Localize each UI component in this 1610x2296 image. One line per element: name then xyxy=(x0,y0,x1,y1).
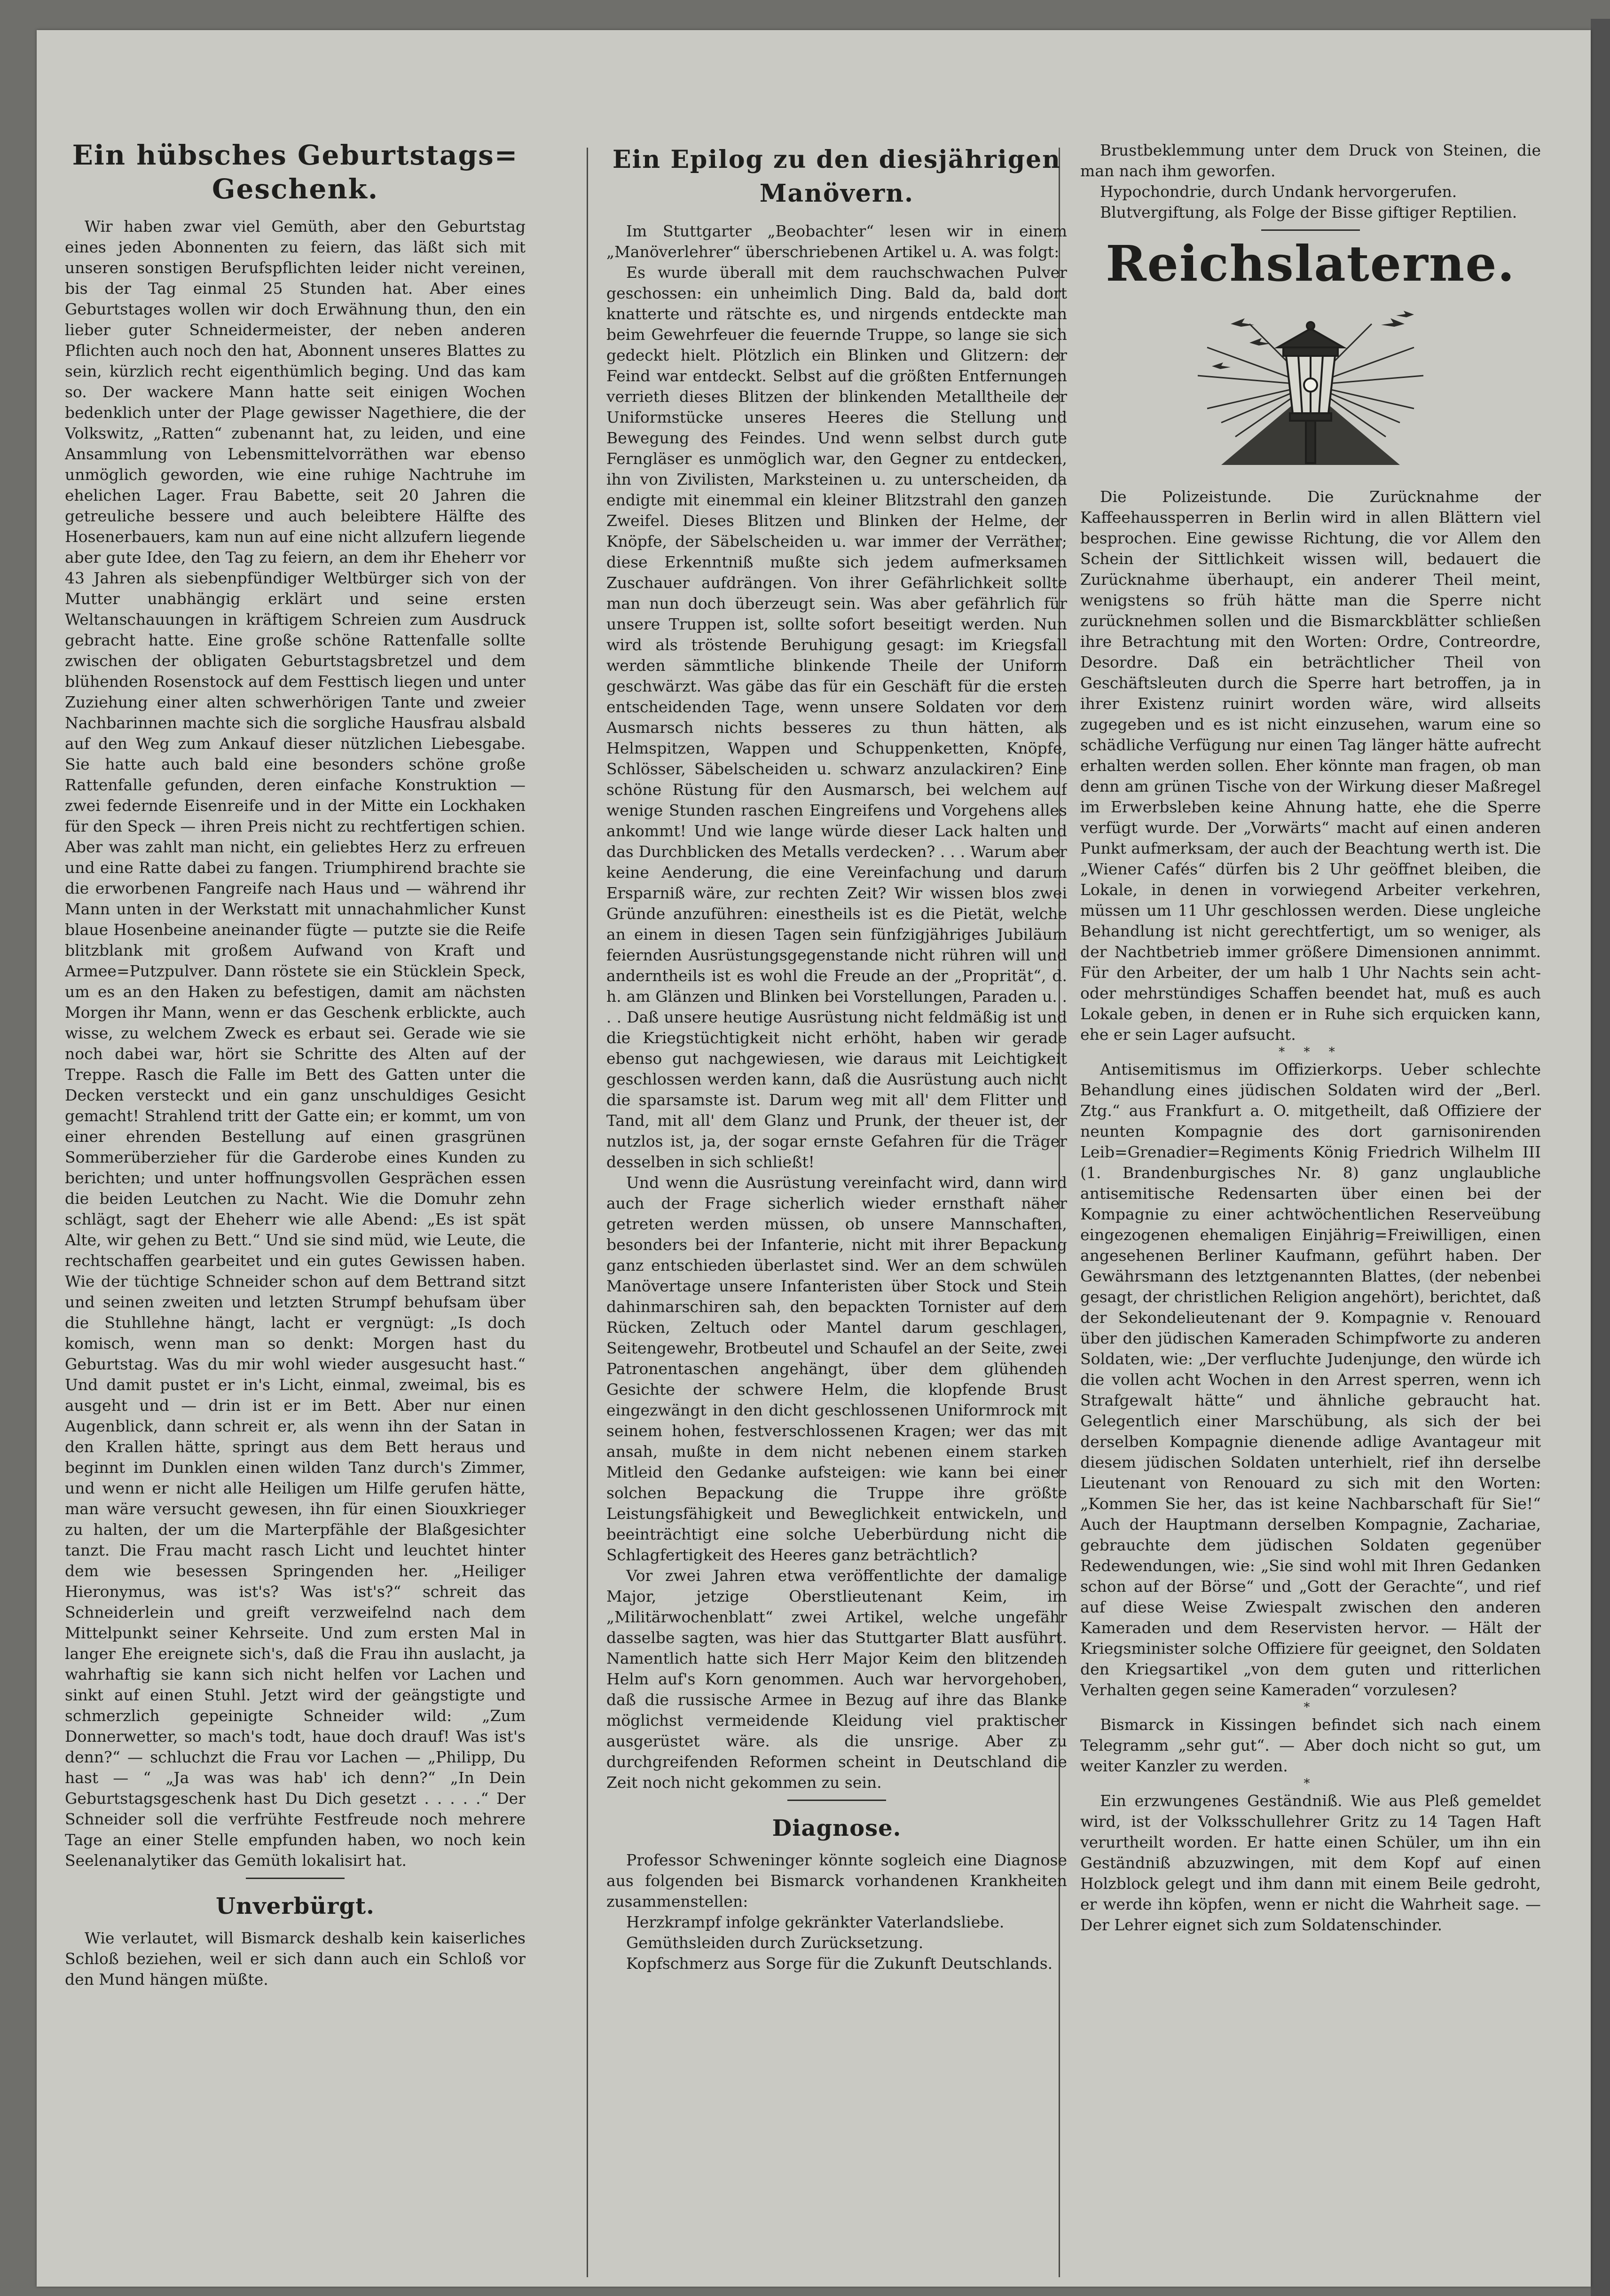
star-separator: * xyxy=(1304,1700,1318,1714)
article-intro: Im Stuttgarter „Beobachter“ lesen wir in einem „Manöverlehrer“ überschriebenen Artikel u. A. was folgt: xyxy=(606,222,1067,261)
article-title-line-1: Ein Epilog zu den diesjährigen xyxy=(613,145,1061,174)
section-divider xyxy=(787,1800,886,1801)
column-1 xyxy=(65,138,526,2263)
article-body: Wir haben zwar viel Gemüth, aber den Geburtstag eines jeden Abonnenten zu feiern, das läßt sich mit unseren sonstigen Berufspflichten leider nicht vereinen, bis der Tag einmal 25 Stunden hat. Aber eines Geburtstages wollen wir doch Erwähnung thun, den ein lieber guter Schneidermeister, der neben anderen Pflichten auch noch den hat, Abonnent unseres Blattes zu sein, kürzlich recht eigenthümlich beging. Und das kam so. Der wackere Mann hatte seit einigen Wochen bedenklich unter der Plage gewisser Nagethiere, die der Volkswitz, „Ratten“ zubenannt hat, zu leiden, und eine Ansammlung von Lebensmittelvorräthen war ebenso unmöglich geworden, wie eine ruhige Nachtruhe im ehelichen Lager. Frau Babette, seit 20 Jahren die getreuliche bessere und auch beleibtere Hälfte des Hosenerbauers, kam nun auf eine nicht allzufern liegende aber gute Idee, den Tag zu feiern, an dem ihr Eheherr vor 43 Jahren als siebenpfündiger Weltbürger sich von der Mutter unabhängig erklärt und seine ersten Weltanschauungen in kräftigem Schreien zum Ausdruck gebracht hatte. Eine große schöne Rattenfalle sollte zwischen der obligaten Geburtstagsbretzel und dem blühenden Rosenstock auf dem Festtisch liegen und unter Zuziehung einer alten schwerhörigen Tante und zweier Nachbarinnen machte sich die sorgliche Hausfrau alsbald auf den Weg zum Ankauf dieser nützlichen Liebesgabe. Sie hatte auch bald eine besonders schöne große Rattenfalle gefunden, deren einfache Konstruktion — zwei federnde Eisenreife und in der Mitte ein Lockhaken für den Speck — ihren Preis nicht zu rechtfertigen schien. Aber was zahlt man nicht, ein geliebtes Herz zu erfreuen und eine Ratte dabei zu fangen. Triumphirend brachte sie die erworbenen Fangreife nach Haus und — während ihr Mann unten in der Werkstatt mit unnachahmlicher Kunst blaue Hosenbeine aneinander fügte — putzte sie die Reife blitzblank mit großem Aufwand von Kraft und Armee=Putzpulver. Dann röstete sie ein Stücklein Speck, um es an den Haken zu befestigen, damit am nächsten Morgen ihr Mann, wenn er das Geschenk erblickte, auch wisse, zu welchem Zweck es erbaut sei. Gerade wie sie noch dabei war, hört sie Schritte des Alten auf der Treppe. Rasch die Falle im Bett des Gatten unter die Decken versteckt und ein ganz unschuldiges Gesicht gemacht! Strahlend tritt der Gatte ein; er kommt, um von einer ehrenden Bestellung auf einen grasgrünen Sommerüberzieher für die Garderobe eines Kunden zu berichten; und unter hoffnungsvollen Gesprächen essen die beiden Leutchen zu Nacht. Wie die Domuhr zehn schlägt, sagt der Eheherr wie alle Abend: „Es ist spät Alte, wir gehen zu Bett.“ Und sie sind müd, wie Leute, die rechtschaffen gearbeitet und ein gutes Gewissen haben. Wie der tüchtige Schneider schon auf dem Bettrand sitzt und seinen zweiten und letzten Strumpf behufsam über die Stuhllehne hängt, lacht er vergnügt: „Is doch komisch, wenn man so denkt: Morgen hast du Geburtstag. Was du mir wohl wieder ausgesucht hast.“ Und damit pustet er in's Licht, einmal, zweimal, bis es ausgeht und — drin ist er im Bett. Aber nur einen Augenblick, dann schreit er, als wenn ihn der Satan in den Krallen hätte, springt aus dem Bett heraus und beginnt im Dunklen einen wilden Tanz durch's Zimmer, und wenn er nicht alle Heiligen um Hilfe gerufen hätte, man wäre versucht gewesen, ihn für einen Siouxkrieger zu halten, der um die Marterpfähle der Blaßgesichter tanzt. Die Frau macht rasch Licht und leuchtet hinter dem wie besessen Springenden her. „Heiliger Hieronymus, was ist's? Was ist's?“ schreit das Schneiderlein und greift verzweifelnd nach dem Mittelpunkt seiner Kehrseite. Und zum ersten Mal in langer Ehe ereignete sich's, daß die Frau ihn auslacht, ja wahrhaftig sie kann sich nicht helfen vor Lachen und sinkt auf einen Stuhl. Jetzt wird der geängstigte und schmerzlich gepeinigte Schneider wild: „Zum Donnerwetter, so mach's todt, haue doch drauf! Was ist's denn?“ — schluchzt die Frau vor Lachen — „Philipp, Du hast — “ „Ja was was hab' ich denn?“ „In Dein Geburtstagsgeschenk hast Du Dich gesetzt . . . . .“ Der Schneider soll die verfrühte Festfreude noch mehrere Tage an einer Stelle empfunden haben, wo noch kein Seelenanalytiker das Gemüth lokalisirt hat. xyxy=(65,217,526,1870)
news-item-gestaendniss: Ein erzwungenes Geständniß. Wie aus Pleß gemeldet wird, ist der Volksschullehrer Gritz zu 14 Tagen Haft verurtheilt worden. Er hatte einen Schüler, um ihn ein Geständniß abzuzwingen, mit dem Kopf auf einen Holzblock gelegt und ihm dann mit einem Beile gedroht, er werde ihn köpfen, wenn er nicht die Wahrheit sage. — Der Lehrer eignet sich zum Soldatenschinder. xyxy=(1080,1792,1541,1934)
diagnosis-item: Herzkrampf infolge gekränkter Vaterlandsliebe. xyxy=(626,1913,1005,1931)
column-2 xyxy=(606,143,1067,2268)
diagnosis-item: Blutvergiftung, als Folge der Bisse giftiger Reptilien. xyxy=(1100,203,1517,221)
scan-background-edge xyxy=(1591,19,1610,2296)
section-divider xyxy=(246,1878,345,1879)
section-divider xyxy=(1261,229,1360,231)
diagnosis-item: Brustbeklemmung unter dem Druck von Steinen, die man nach ihm geworfen. xyxy=(1080,141,1541,180)
section-title: Unverbürgt. xyxy=(216,1893,375,1919)
section-body: Wie verlautet, will Bismarck deshalb kein kaiserliches Schloß beziehen, weil er sich dann auch ein Schloß vor den Mund hängen müßte. xyxy=(65,1929,526,1989)
column-3 xyxy=(1080,140,1541,2265)
section-title: Diagnose. xyxy=(772,1815,902,1841)
star-separator: * * * xyxy=(1279,1045,1343,1059)
article-title-line-1: Ein hübsches Geburtstags= xyxy=(72,139,518,171)
section-masthead-title: Reichslaterne. xyxy=(1106,235,1516,292)
article-title-line-2: Geschenk. xyxy=(212,173,379,205)
section-intro: Professor Schweninger könnte sogleich eine Diagnose aus folgenden bei Bismarck vorhandenen Krankheiten zusammenstellen: xyxy=(606,1851,1067,1911)
news-item-antisemitismus: Antisemitismus im Offizierkorps. Ueber schlechte Behandlung eines jüdischen Soldaten wird der „Berl. Ztg.“ aus Frankfurt a. O. mitgetheilt, daß Offiziere der neunten Kompagnie des dort garnisonirenden Leib=Grenadier=Regiments König Friedrich Wilhelm III (1. Brandenburgisches Nr. 8) ganz unglaubliche antisemitische Redensarten über einen bei der Kompagnie zu einer achtwöchentlichen Reserveübung eingezogenen ehemaligen Einjährig=Freiwilligen, einen angesehenen Berliner Kaufmann, geführt haben. Der Gewährsmann des letztgenannten Blattes, (der nebenbei gesagt, der christlichen Religion angehört), berichtet, daß der Sekondelieutenant der 9. Kompagnie v. Renouard über den jüdischen Kameraden Schimpfworte zu anderen Soldaten, wie: „Der verfluchte Judenjunge, den würde ich die vollen acht Wochen in den Arrest sperren, wenn ich Strafgewalt hätte“ und ähnliche gebraucht hat. Gelegentlich einer Marschübung, als sich der bei derselben Kompagnie dienende adlige Avantageur mit diesem jüdischen Soldaten unterhielt, rief ihn derselbe Lieutenant von Renouard zu sich mit den Worten: „Kommen Sie her, das ist keine Nachbarschaft für Sie!“ Auch der Hauptmann derselben Kompagnie, Zachariae, gebrauchte dem jüdischen Soldaten gegenüber Redewendungen, wie: „Sie sind wohl mit Ihren Gedanken schon auf der Börse“ und „Gott der Gerachte“, und rief auf diese Weise Zwiespalt zwischen den anderen Kameraden und dem Reservisten hervor. — Hält der Kriegsminister solche Offiziere für geeignet, den Soldaten den Kriegsartikel „von dem guten und ritterlichen Verhalten gegen seine Kameraden“ vorzulesen? xyxy=(1080,1060,1541,1699)
article-title xyxy=(606,143,1067,211)
article-paragraph: Es wurde überall mit dem rauchschwachen Pulver geschossen: ein unheimlich Ding. Bald da, bald dort knatterte und rätschte es, und nirgends entdeckte man beim Gewehrfeuer die feuernde Truppe, so lange sie sich gedeckt hielt. Plötzlich ein Blinken und Glitzern: der Feind war entdeckt. Selbst auf die größten Entfernungen verrieth dieses Blitzen der blinkenden Metalltheile der Uniformstücke unseres Heeres die Stellung und Bewegung des Feindes. Und wenn selbst durch gute Ferngläser es unmöglich war, den Gegner zu entdecken, ihn von Zivilisten, Marksteinen u. zu unterscheiden, da endigte mit einemmal ein kleiner Blitzstrahl den ganzen Zweifel. Dieses Blitzen und Blinken der Helme, der Knöpfe, der Säbelscheiden u. war immer der Verräther; diese Erkenntniß mußte sich jedem aufmerksamen Zuschauer aufdrängen. Von ihrer Gefährlichkeit sollte man nun doch überzeugt sein. Was aber gefährlich für unsere Truppen ist, sollte sofort beseitigt werden. Nun wird als tröstende Beruhigung gesagt: im Kriegsfall werden sämmtliche blinkende Theile der Uniform geschwärzt. Was gäbe das für ein Geschäft für die ersten entscheidenden Tage, wenn unsere Soldaten vor dem Ausmarsch nichts besseres zu thun hätten, als Helmspitzen, Wappen und Schuppenketten, Knöpfe, Schlösser, Säbelscheiden u. schwarz anzulackiren? Eine schöne Rüstung für den Ausmarsch, bei welchem auf wenige Stunden raschen Eingreifens und Vorgehens alles ankommt! Und wie lange würde dieser Lack halten und das Durchblicken des Metalls verdecken? . . . Warum aber keine Aenderung, die eine Vereinfachung und darum Ersparniß wäre, zur rechten Zeit? Wir wissen blos zwei Gründe anzuführen: einestheils ist es die Pietät, welche an einem in diesen Tagen sein fünfzigjähriges Jubiläum feiernden Ausrüstungsgegenstande nicht rühren will und anderntheils ist es wohl die Freude an der „Proprität“, d. h. am Glänzen und Blinken bei Vorstellungen, Paraden u. . . . Daß unsere heutige Ausrüstung nicht feldmäßig ist und die Kriegstüchtigkeit nicht erhöht, haben wir gerade ebenso gut nachgewiesen, wie daraus mit Leichtigkeit geschlossen werden kann, daß die Ausrüstung auch nicht die sparsamste ist. Darum weg mit all' dem Flitter und Tand, mit all' dem Glanz und Prunk, der theuer ist, der nutzlos ist, ja, der sogar ernste Gefahren für die Träger desselben in sich schließt! xyxy=(606,263,1067,1171)
article-paragraph: Und wenn die Ausrüstung vereinfacht wird, dann wird auch der Frage sicherlich wieder ernsthaft näher getreten werden müssen, ob unsere Mannschaften, besonders bei der Infanterie, nicht mit ihrer Bepackung ganz entschieden überlastet sind. Wer an dem schwülen Manövertage unsere Infanteristen über Stock und Stein dahinmarschiren sah, den bepackten Tornister auf dem Rücken, Zeltuch oder Mantel darum geschlagen, Seitengewehr, Brotbeutel und Schaufel an der Seite, zwei Patronentaschen angehängt, über dem glühenden Gesichte der schwere Helm, die klopfende Brust eingezwängt in den dicht geschlossenen Uniformrock mit seinem hohen, festverschlossenen Kragen; wer das mit ansah, mußte in dem nicht nebenen einem starken Mitleid den Gedanke aufsteigen: wie kann bei einer solchen Bepackung die Truppe ihre größte Leistungsfähigkeit und Beweglichkeit entwickeln, und beeinträchtigt eine solche Ueberbürdung nicht die Schlagfertigkeit des Heeres ganz beträchtlich? xyxy=(606,1173,1067,1564)
article-paragraph: Vor zwei Jahren etwa veröffentlichte der damalige Major, jetzige Oberstlieutenant Keim, im „Militärwochenblatt“ zwei Artikel, welche ungefähr dasselbe sagten, was hier das Stuttgarter Blatt ausführt. Namentlich hatte sich Herr Major Keim den blitzenden Helm auf's Korn genommen. Auch war hervorgehoben, daß die russische Armee in Bezug auf ihre das Blanke möglichst vermeidende Kleidung viel praktischer ausgerüstet wäre. als die unsrige. Aber zu durchgreifenden Reformen scheint in Deutschland die Zeit noch nicht gekommen zu sein. xyxy=(606,1566,1067,1792)
column-rule xyxy=(587,148,588,2277)
newspaper-page xyxy=(37,30,1591,2287)
article-title xyxy=(65,138,526,206)
news-item-bismarck: Bismarck in Kissingen befindet sich nach einem Telegramm „sehr gut“. — Aber doch nicht so gut, um weiter Kanzler zu werden. xyxy=(1080,1715,1541,1775)
diagnosis-item: Gemüthsleiden durch Zurücksetzung. xyxy=(626,1934,924,1952)
diagnosis-item: Hypochondrie, durch Undank hervorgerufen. xyxy=(1100,182,1457,201)
lantern-emblem-illustration xyxy=(1179,296,1442,474)
diagnosis-item: Kopfschmerz aus Sorge für die Zukunft Deutschlands. xyxy=(626,1954,1053,1973)
star-separator: * xyxy=(1304,1777,1318,1791)
article-title-line-2: Manövern. xyxy=(759,179,914,208)
news-item-polizeistunde: Die Polizeistunde. Die Zurücknahme der Kaffeehaussperren in Berlin wird in allen Blättern viel besprochen. Eine gewisse Richtung, die vor Allem den Schein der Sittlichkeit wissen will, bedauert die Zurücknahme überhaupt, ein anderer Theil meint, wenigstens so früh hätte man die Sperre nicht zurücknehmen sollen und die Bismarckblätter schließen ihre Betrachtung mit den Worten: Ordre, Contreordre, Desordre. Daß ein beträchtlicher Theil von Geschäftsleuten durch die Sperre hart betroffen, ja in ihrer Existenz ruinirt worden wäre, wird allseits zugegeben und es ist nicht einzusehen, warum eine so schädliche Verfügung nur einen Tag länger hätte aufrecht erhalten werden sollen. Eher könnte man fragen, ob man denn am grünen Tische von der Wirkung dieser Maßregel im Erwerbsleben keine Ahnung hatte, ehe die Sperre verfügt wurde. Der „Vorwärts“ macht auf einen anderen Punkt aufmerksam, der auch der Beachtung werth ist. Die „Wiener Cafés“ dürfen bis 2 Uhr geöffnet bleiben, die Lokale, in denen in vorwiegend Arbeiter verkehren, müssen um 11 Uhr geschlossen werden. Diese ungleiche Behandlung ist nicht gerechtfertigt, um so weniger, als der Nachtbetrieb immer größere Dimensionen annimmt. Für den Arbeiter, der um halb 1 Uhr Nachts sein acht- oder mehrstündiges Schaffen beendet hat, muß es auch Lokale geben, in denen er in Ruhe sich erquicken kann, ehe er sein Lager aufsucht. xyxy=(1080,488,1541,1044)
